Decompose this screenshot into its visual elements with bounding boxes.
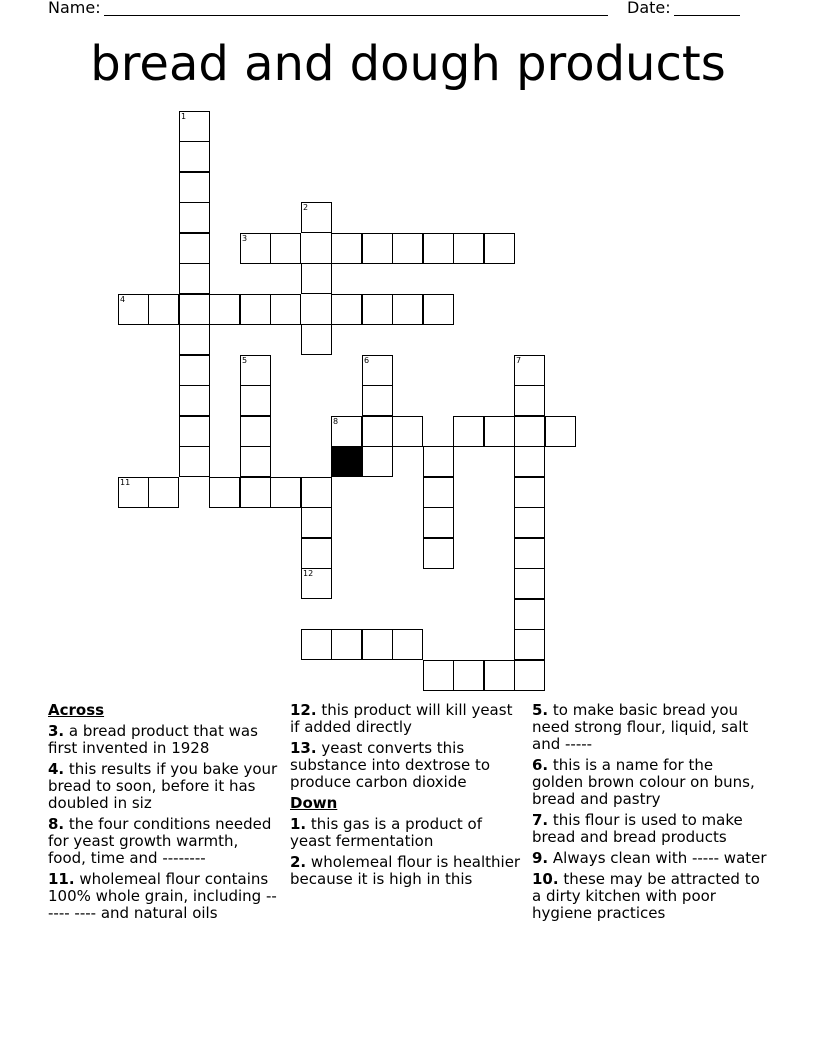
clue-down-2: 2. wholemeal flour is healthier because it is high in this xyxy=(290,853,521,888)
grid-cell[interactable] xyxy=(392,233,423,264)
clue-across-11: 11. wholemeal flour contains 100% whole grain, including ------ ---- and natural oils xyxy=(48,870,277,922)
cell-number: 2 xyxy=(303,203,309,212)
grid-cell[interactable] xyxy=(240,416,271,447)
grid-cell[interactable] xyxy=(301,263,332,294)
grid-cell[interactable] xyxy=(179,446,210,477)
clue-down-1: 1. this gas is a product of yeast fermentation xyxy=(290,815,482,850)
name-label: Name: xyxy=(48,0,101,17)
grid-cell[interactable] xyxy=(179,263,210,294)
clue-across-12: 12. this product will kill yeast if added directly xyxy=(290,701,513,736)
grid-cell[interactable] xyxy=(179,172,210,203)
grid-cell[interactable] xyxy=(179,324,210,355)
clue-down-7: 7. this flour is used to make bread and bread products xyxy=(532,811,743,846)
clue-across-8: 8. the four conditions needed for yeast growth warmth, food, time and -------- xyxy=(48,815,272,867)
clue-down-10: 10. these may be attracted to a dirty kitchen with poor hygiene practices xyxy=(532,870,760,922)
grid-cell[interactable] xyxy=(545,416,576,447)
clue-down-6: 6. this is a name for the golden brown colour on buns, bread and pastry xyxy=(532,756,755,808)
cell-number: 5 xyxy=(242,356,248,365)
grid-cell[interactable] xyxy=(514,385,545,416)
grid-cell[interactable] xyxy=(362,629,393,660)
date-label: Date: xyxy=(627,0,671,17)
grid-cell[interactable] xyxy=(514,568,545,599)
cell-number: 4 xyxy=(120,295,126,304)
grid-cell[interactable] xyxy=(362,385,393,416)
grid-cell[interactable] xyxy=(423,233,454,264)
grid-cell[interactable] xyxy=(392,629,423,660)
grid-cell[interactable] xyxy=(362,294,393,325)
clue-down-9: 9. Always clean with ----- water xyxy=(532,849,767,867)
grid-cell[interactable] xyxy=(301,568,332,599)
clue-across-3: 3. a bread product that was first invented in 1928 xyxy=(48,722,258,757)
grid-cell[interactable] xyxy=(240,355,271,386)
grid-cell[interactable] xyxy=(392,294,423,325)
grid-cell[interactable] xyxy=(362,233,393,264)
grid-cell[interactable] xyxy=(423,477,454,508)
cell-number: 6 xyxy=(364,356,370,365)
grid-cell[interactable] xyxy=(514,477,545,508)
grid-cell[interactable] xyxy=(423,538,454,569)
grid-cell[interactable] xyxy=(514,416,545,447)
across-heading: Across xyxy=(48,701,105,719)
grid-cell[interactable] xyxy=(514,507,545,538)
grid-cell[interactable] xyxy=(240,294,271,325)
grid-cell[interactable] xyxy=(270,477,301,508)
grid-cell[interactable] xyxy=(240,446,271,477)
cell-number: 7 xyxy=(516,356,522,365)
grid-cell[interactable] xyxy=(148,477,179,508)
grid-cell[interactable] xyxy=(362,416,393,447)
grid-cell[interactable] xyxy=(423,446,454,477)
grid-cell[interactable] xyxy=(240,233,271,264)
grid-cell[interactable] xyxy=(179,416,210,447)
grid-cell[interactable] xyxy=(514,538,545,569)
grid-cell[interactable] xyxy=(331,294,362,325)
grid-cell[interactable] xyxy=(331,416,362,447)
grid-cell[interactable] xyxy=(118,477,149,508)
grid-cell[interactable] xyxy=(362,355,393,386)
grid-cell[interactable] xyxy=(270,233,301,264)
grid-cell[interactable] xyxy=(514,446,545,477)
grid-cell[interactable] xyxy=(240,477,271,508)
grid-cell[interactable] xyxy=(179,294,210,325)
grid-cell[interactable] xyxy=(514,599,545,630)
grid-cell[interactable] xyxy=(179,355,210,386)
grid-cell[interactable] xyxy=(423,294,454,325)
grid-cell[interactable] xyxy=(423,660,454,691)
grid-cell[interactable] xyxy=(484,233,515,264)
grid-cell[interactable] xyxy=(179,141,210,172)
grid-cell[interactable] xyxy=(179,111,210,142)
grid-cell[interactable] xyxy=(423,507,454,538)
cell-number: 12 xyxy=(303,569,314,578)
grid-cell[interactable] xyxy=(301,538,332,569)
grid-cell[interactable] xyxy=(453,660,484,691)
grid-cell[interactable] xyxy=(179,233,210,264)
page-title: bread and dough products xyxy=(90,36,726,92)
clue-down-5: 5. to make basic bread you need strong flour, liquid, salt and ----- xyxy=(532,701,749,753)
grid-cell[interactable] xyxy=(301,324,332,355)
grid-cell[interactable] xyxy=(118,294,149,325)
grid-cell[interactable] xyxy=(514,629,545,660)
grid-cell[interactable] xyxy=(362,446,393,477)
grid-cell[interactable] xyxy=(453,233,484,264)
grid-cell[interactable] xyxy=(331,629,362,660)
cell-number: 11 xyxy=(120,478,131,487)
clue-across-4: 4. this results if you bake your bread to soon, before it has doubled in siz xyxy=(48,760,278,812)
grid-cell[interactable] xyxy=(331,233,362,264)
grid-cell[interactable] xyxy=(392,416,423,447)
clue-column-1 xyxy=(48,702,278,926)
clue-column-3 xyxy=(532,702,768,926)
down-heading: Down xyxy=(290,794,338,812)
grid-cell[interactable] xyxy=(484,416,515,447)
grid-cell[interactable] xyxy=(179,202,210,233)
grid-cell[interactable] xyxy=(484,660,515,691)
cell-number: 3 xyxy=(242,234,248,243)
grid-cell[interactable] xyxy=(209,294,240,325)
grid-cell[interactable] xyxy=(179,385,210,416)
grid-cell[interactable] xyxy=(270,294,301,325)
clue-column-2 xyxy=(290,702,522,892)
grid-cell[interactable] xyxy=(301,202,332,233)
grid-cell[interactable] xyxy=(209,477,240,508)
grid-cell[interactable] xyxy=(514,660,545,691)
black-cell xyxy=(331,446,362,477)
grid-cell[interactable] xyxy=(301,507,332,538)
clue-across-13: 13. yeast converts this substance into dextrose to produce carbon dioxide xyxy=(290,739,491,791)
grid-cell[interactable] xyxy=(453,416,484,447)
grid-cell[interactable] xyxy=(514,355,545,386)
cell-number: 1 xyxy=(181,112,187,121)
grid-cell[interactable] xyxy=(148,294,179,325)
grid-cell[interactable] xyxy=(301,629,332,660)
cell-number: 8 xyxy=(333,417,339,426)
grid-cell[interactable] xyxy=(301,477,332,508)
grid-cell[interactable] xyxy=(240,385,271,416)
